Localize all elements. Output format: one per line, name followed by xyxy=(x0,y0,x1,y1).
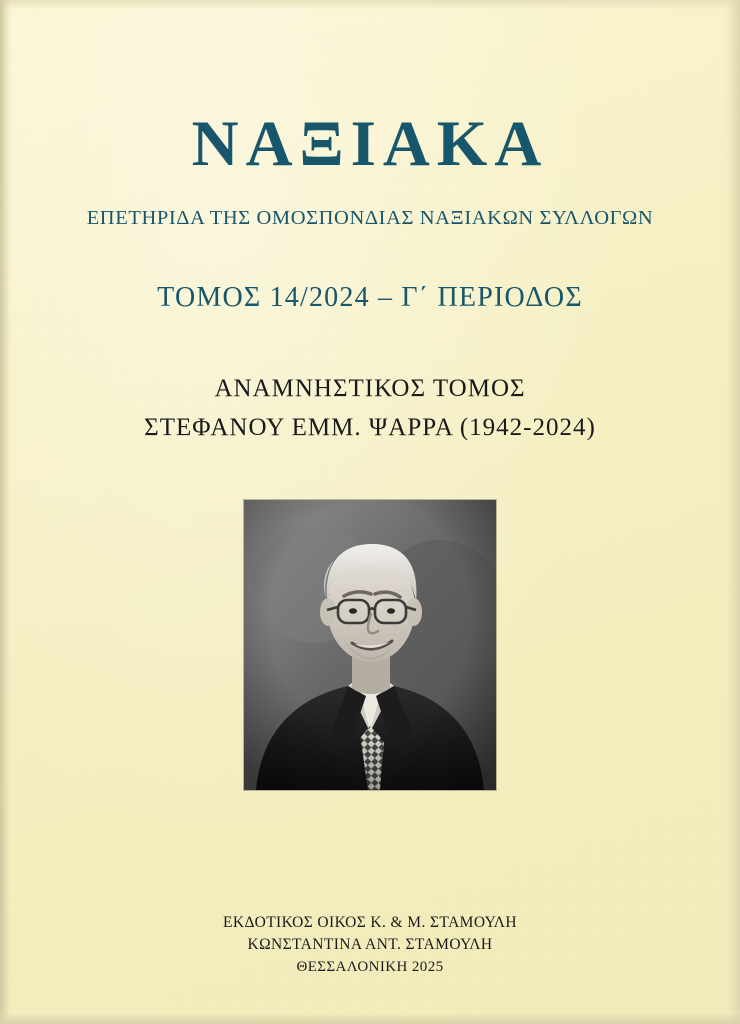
memorial-line-2: ΣΤΕΦΑΝΟΥ ΕΜΜ. ΨΑΡΡΑ (1942-2024) xyxy=(144,413,596,441)
memorial-line-1: ΑΝΑΜΝΗΣΤΙΚΟΣ ΤΟΜΟΣ xyxy=(214,375,526,402)
cover-subtitle: ΕΠΕΤΗΡΙΔΑ ΤΗΣ ΟΜΟΣΠΟΝΔΙΑΣ ΝΑΞΙΑΚΩΝ ΣΥΛΛΟΓΩΝ xyxy=(86,207,654,229)
cover-volume-line: ΤΟΜΟΣ 14/2024 – Γ΄ ΠΕΡΙΟΔΟΣ xyxy=(157,282,583,313)
cover-title: ΝΑΞΙΑΚΑ xyxy=(191,108,549,180)
memorial-block xyxy=(0,314,740,448)
portrait-container xyxy=(0,448,740,795)
imprint-name: ΚΩΝΣΤΑΝΤΙΝΑ ΑΝΤ. ΣΤΑΜΟΥΛΗ xyxy=(247,936,493,953)
imprint-block xyxy=(0,914,740,976)
imprint-publisher: ΕΚΔΟΤΙΚΟΣ ΟΙΚΟΣ Κ. & Μ. ΣΤΑΜΟΥΛΗ xyxy=(223,914,517,931)
imprint-place-year: ΘΕΣΣΑΛΟΝΙΚΗ 2025 xyxy=(296,959,444,975)
portrait-photo xyxy=(244,500,496,790)
